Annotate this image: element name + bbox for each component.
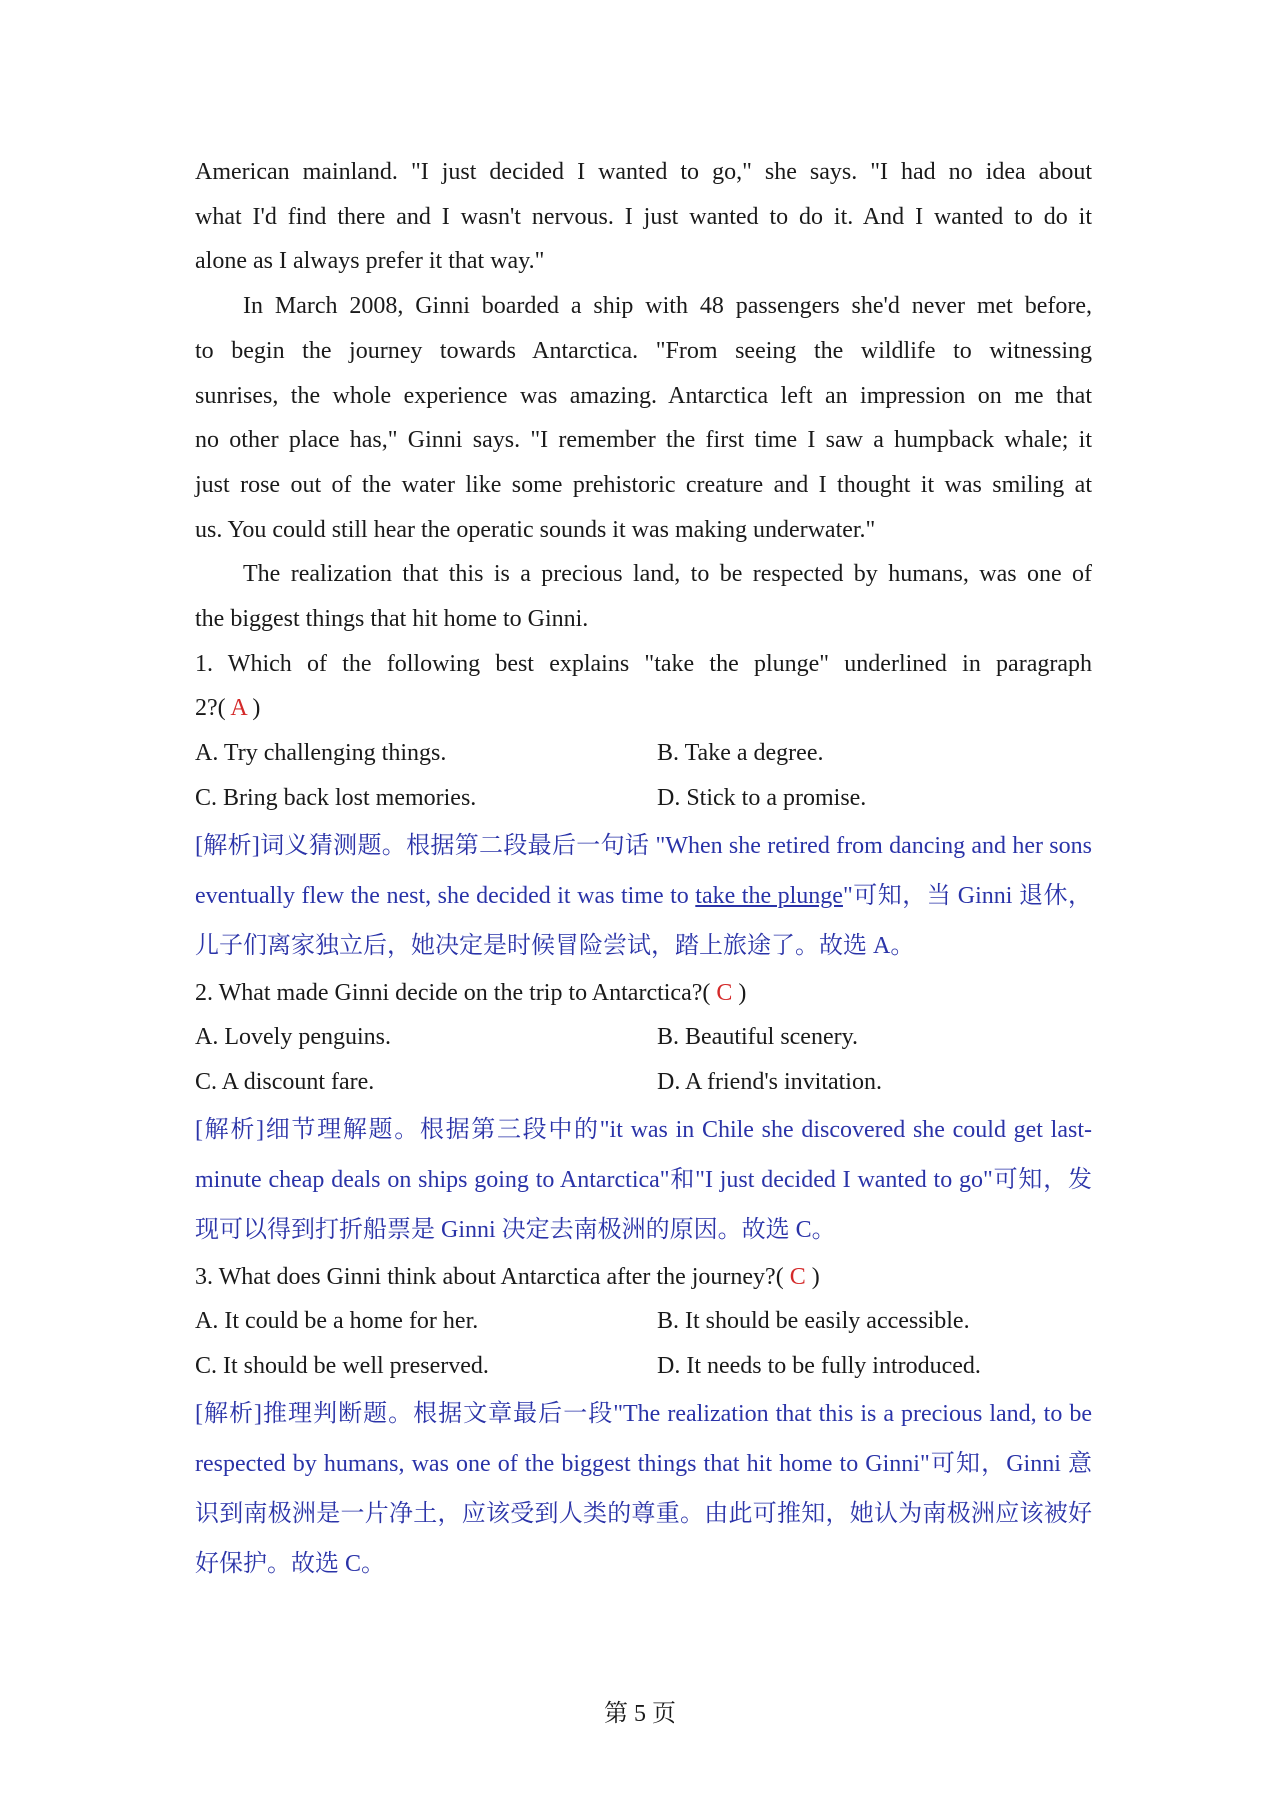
option-c: C. It should be well preserved. [195, 1353, 489, 1380]
question-stem: 2. What made Ginni decide on the trip to Antarctica?( C ) [195, 979, 747, 1006]
page-number: 第 5 页 [604, 1701, 676, 1727]
passage-line: American mainland. "I just decided I wanted to go," she says. "I had no idea about [195, 159, 1092, 185]
options-row [195, 776, 1092, 821]
underlined-phrase: take the plunge [695, 882, 843, 909]
options-row [195, 1344, 1092, 1389]
option-d: D. Stick to a promise. [657, 784, 867, 811]
option-c: C. Bring back lost memories. [195, 784, 477, 811]
options-row [195, 1060, 1092, 1105]
passage-line: The realization that this is a precious land, to be respected by humans, was one of [243, 561, 1092, 588]
question-stem: 1. Which of the following best explains "take the plunge" underlined in paragraph [195, 650, 1092, 677]
options-row [195, 1015, 1092, 1060]
passage-line: alone as I always prefer it that way." [195, 248, 545, 275]
question-stem: 3. What does Ginni think about Antarctica after the journey?( C ) [195, 1263, 820, 1290]
question-1 [195, 642, 1092, 971]
options-row [195, 731, 1092, 776]
question-2 [195, 971, 1092, 1255]
option-a: A. It could be a home for her. [195, 1308, 479, 1335]
option-c: C. A discount fare. [195, 1068, 375, 1095]
analysis-text: [解析]细节理解题。根据第三段中的"it was in Chile she discovered she could get last-minute cheap deals on ships going to Antarctica"和"I just decided I wanted to go"可知，发现可以得到打折船票是 Ginni 决定去南极洲的原因。故选 C。 [195, 1116, 1092, 1243]
passage-paragraph-2 [195, 284, 1092, 552]
option-a: A. Lovely penguins. [195, 1024, 391, 1051]
option-d: D. It needs to be fully introduced. [657, 1353, 981, 1380]
analysis-text: [解析]词义猜测题。根据第二段最后一句话 "When she retired from dancing and her sons eventually flew the nest, she decided it was time to take the plunge"可知，当 Ginni 退休，儿子们离家独立后，她决定是时候冒险尝试，踏上旅途了。故选 A。 [195, 832, 1092, 959]
answer-mark: C [789, 1263, 806, 1290]
option-a: A. Try challenging things. [195, 740, 447, 767]
analysis-text: [解析]推理判断题。根据文章最后一段"The realization that this is a precious land, to be respected by humans, was one of the biggest things that hit home to Ginni"可知，Ginni 意识到南极洲是一片净土，应该受到人类的尊重。由此可推知，她认为南极洲应该被好好保护。故选 C。 [195, 1400, 1092, 1577]
passage-line: what I'd find there and I wasn't nervous. I just wanted to do it. And I wanted to do it [195, 203, 1092, 230]
option-b: B. Take a degree. [657, 740, 824, 767]
passage-paragraph-3 [195, 552, 1092, 641]
option-d: D. A friend's invitation. [657, 1068, 882, 1095]
options-row [195, 1299, 1092, 1344]
option-b: B. It should be easily accessible. [657, 1308, 970, 1335]
passage-line: just rose out of the water like some prehistoric creature and I thought it was smiling at [195, 471, 1092, 498]
passage-line: sunrises, the whole experience was amazing. Antarctica left an impression on me that [195, 382, 1092, 409]
answer-mark: C [716, 979, 733, 1006]
passage-line: to begin the journey towards Antarctica. "From seeing the wildlife to witnessing [195, 337, 1092, 364]
passage-line: the biggest things that hit home to Ginni. [195, 606, 589, 633]
passage-line: no other place has," Ginni says. "I remember the first time I saw a humpback whale; it [195, 427, 1092, 454]
passage-line: us. You could still hear the operatic sounds it was making underwater." [195, 516, 876, 543]
document-page [195, 150, 1092, 1589]
option-b: B. Beautiful scenery. [657, 1024, 859, 1051]
question-3 [195, 1255, 1092, 1589]
question-stem: 2?( A ) [195, 695, 261, 722]
passage-paragraph-1 [195, 150, 1092, 284]
passage-line: In March 2008, Ginni boarded a ship with 48 passengers she'd never met before, [243, 293, 1092, 320]
answer-mark: A [230, 695, 247, 722]
